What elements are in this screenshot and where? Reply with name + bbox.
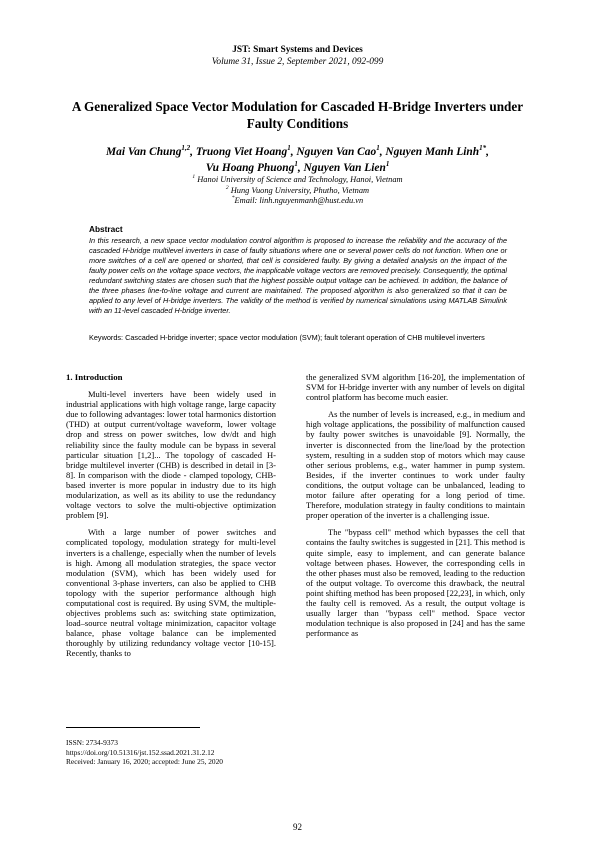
left-column — [66, 372, 276, 659]
received-dates: Received: January 16, 2020; accepted: June 25, 2020 — [66, 757, 224, 767]
paragraph: Multi-level inverters have been widely used in industrial applications with high voltage range, large capacity due to following advantages: lower total harmonics distortion (THD) at output current/voltage waveform, lower voltage drop and stress on power switches, low dv/dt and high reliability since the faulty module can be bypass in several particular situation [1,2]... The topology of cascaded H-bridge multilevel inverter (CHB) is described in detail in [3-8]. In comparison with the diode - clamped topology, CHB-based inverter is more popular in industry due to its high modularization, as well as its ability to use the redundancy voltage vectors to solve the multi-objective optimization problem [9]. — [66, 389, 276, 521]
author-list — [70, 145, 525, 176]
section-heading: 1. Introduction — [66, 372, 123, 382]
affiliation-sup: 2 — [225, 184, 229, 191]
author-line-1 — [70, 145, 525, 161]
issn: ISSN: 2734-9373 — [66, 738, 118, 747]
corresponding-email — [60, 196, 535, 207]
footnote — [66, 738, 366, 767]
author-sup: 1* — [479, 144, 487, 153]
author-sup: 1,2 — [181, 144, 191, 153]
author-separator: , — [190, 146, 196, 158]
paragraph: the generalized SVM algorithm [16-20], the implementation of SVM for H-bridge inverter with any number of levels on digital control platform has become much easier. — [306, 372, 525, 403]
author-separator: , — [297, 161, 304, 174]
paragraph: The "bypass cell" method which bypasses the cell that contains the faulty switches is suggested in [21]. This method is quite simple, easy to implement, and can generate balance voltage between phases. However, the corresponding cells in the other phases must also be removed, leading to the reduction of the output voltage. To overcome this drawback, the neutral point shifting method has been proposed [22,23], in which, only the faulty cell is removed. As a result, the output voltage is usually larger than "bypass cell" method. Space vector modulation technique is also proposed in [24] and has the same performance as — [306, 527, 525, 639]
journal-volume: Volume 31, Issue 2, September 2021, 092-099 — [211, 57, 384, 67]
journal-name: JST: Smart Systems and Devices — [232, 45, 363, 55]
affiliation-text: Hanoi University of Science and Technology, Hanoi, Vietnam — [195, 175, 403, 184]
author-name: Vu Hoang Phuong — [205, 161, 295, 174]
author-sup: 1 — [376, 144, 380, 153]
affiliation-sup: * — [231, 195, 235, 202]
journal-header — [0, 44, 595, 68]
footnote-divider — [66, 727, 200, 728]
page-number: 92 — [293, 822, 302, 832]
affiliation-2 — [60, 186, 535, 197]
paragraph: As the number of levels is increased, e.g., in medium and high voltage applications, the possibility of malfunction caused by faulty power switches is unavoidable [9]. Normally, the inverter is disconnected from the line/load by the protection system, resulting in a sudden stop of motors which may cause other serious problems, e.g., water hammer in pump system. Besides, if the inverter continues to work under faulty conditions, the output voltage can be unbalanced, leading to motor failure after operating for a long period of time. Therefore, modulation strategy in faulty conditions to maintain proper operation of the inverter is a challenging issue. — [306, 409, 525, 521]
affiliation-text: Hung Vuong University, Phutho, Vietnam — [228, 185, 370, 195]
author-name: Nguyen Van Cao — [296, 146, 377, 158]
author-name: Truong Viet Hoang — [195, 146, 288, 158]
abstract-heading: Abstract — [89, 224, 123, 234]
right-column — [306, 372, 525, 638]
author-name: Nguyen Van Lien — [303, 161, 386, 174]
paper-title: A Generalized Space Vector Modulation for Cascaded H-Bridge Inverters under Faulty Conditions — [71, 99, 524, 131]
doi-link[interactable]: https://doi.org/10.51316/jst.152.ssad.2021.31.2.12 — [66, 747, 215, 757]
abstract-text: In this research, a new space vector modulation control algorithm is proposed to increase the reliability and the accuracy of the cascaded H-bridge multilevel inverters in case of faulty situations where one or several power cells do not function. When one or more switches of a cell are opened or shorted, that cell is considered faulty. By giving a detailed analysis on the impact of the faulty power cells on the voltage space vectors, the inapplicable voltage vectors are removed precisely. Consequently, the optimal redundant switching states are chosen such that the highest possible output voltage can be achieved. In addition, the balance of the three phases line-to-line voltage and current are maintained. The proposed algorithm is also generalized so that it can be applied to any level of H-bridge inverters. The validity of the method is verified by numerical simulations using MATLAB Simulink with an 11-level cascaded H-bridge inverter. — [89, 236, 507, 315]
author-line-2 — [70, 161, 525, 177]
paragraph: With a large number of power switches and complicated topology, modulation strategy for multi-level inverters is a challenge, especially when the number of levels is high. Among all modulation strategies, the space vector modulation (SVM), which has been widely used for conventional 3-phase inverters, can also be applied to CHB topology with the superior performance although high computational cost is required. By using SVM, the multiple-objectives problems such as: switching state optimization, load–source neutral voltage minimization, capacitor voltage balance, phase voltage balance can be implemented thoroughly by utilizing redundancy voltage vector [10-15]. Recently, thanks to — [66, 527, 276, 659]
author-separator: , — [486, 146, 489, 158]
author-separator: , — [379, 146, 386, 158]
author-name: Nguyen Manh Linh — [385, 146, 480, 158]
author-sup: 1 — [287, 144, 291, 153]
author-sup: 1 — [385, 159, 390, 168]
author-name: Mai Van Chung — [106, 146, 182, 158]
author-separator: , — [290, 146, 297, 158]
keywords: Keywords: Cascaded H-bridge inverter; space vector modulation (SVM); fault tolerant operation of CHB multilevel inverters — [89, 333, 485, 342]
affiliations — [60, 175, 535, 207]
affiliation-sup: 1 — [192, 174, 196, 181]
affiliation-1 — [60, 175, 535, 186]
email-text: Email: linh.nguyenmanh@hust.edu.vn — [234, 196, 364, 206]
author-sup: 1 — [294, 159, 298, 168]
